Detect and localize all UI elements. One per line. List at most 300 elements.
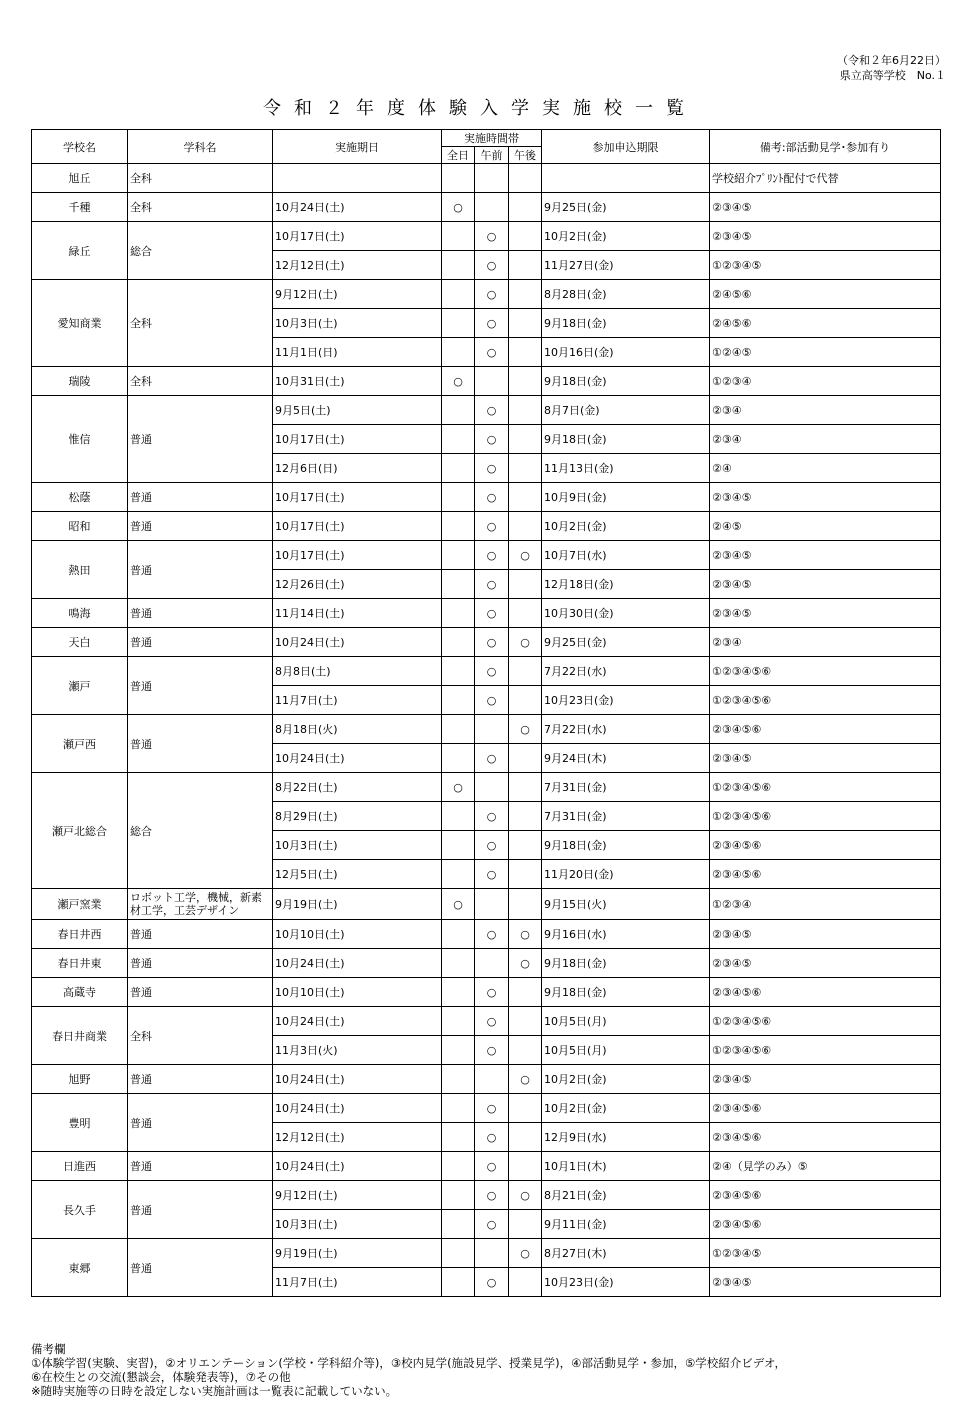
table-body [32, 164, 941, 1297]
am-mark [475, 715, 509, 744]
date: 9月12日(土) [273, 280, 442, 309]
department-name: 普通 [128, 541, 273, 599]
school-name: 瀬戸窯業 [32, 889, 128, 920]
am-mark [475, 949, 509, 978]
am-mark: ○ [475, 802, 509, 831]
deadline: 11月27日(金) [542, 251, 710, 280]
school-name: 瑞陵 [32, 367, 128, 396]
pm-mark [509, 802, 542, 831]
am-mark: ○ [475, 425, 509, 454]
table-row [32, 628, 941, 657]
allday-mark [442, 831, 475, 860]
remarks: ①②③④⑤⑥ [710, 657, 941, 686]
date: 10月3日(土) [273, 309, 442, 338]
allday-mark [442, 599, 475, 628]
date: 10月17日(土) [273, 483, 442, 512]
pm-mark [509, 1152, 542, 1181]
am-mark: ○ [475, 920, 509, 949]
allday-mark [442, 860, 475, 889]
department-name: 普通 [128, 628, 273, 657]
remarks: ②③④⑤ [710, 949, 941, 978]
school-name: 長久手 [32, 1181, 128, 1239]
deadline: 9月11日(金) [542, 1210, 710, 1239]
am-mark: ○ [475, 222, 509, 251]
allday-mark [442, 978, 475, 1007]
pm-mark: ○ [509, 1239, 542, 1268]
remarks: ②④⑤⑥ [710, 309, 941, 338]
deadline: 8月7日(金) [542, 396, 710, 425]
allday-mark [442, 251, 475, 280]
department-name: 全科 [128, 1007, 273, 1065]
am-mark: ○ [475, 483, 509, 512]
date: 11月7日(土) [273, 1268, 442, 1297]
allday-mark [442, 802, 475, 831]
am-mark [475, 367, 509, 396]
department-name: 普通 [128, 1239, 273, 1297]
remarks: ①②③④⑤ [710, 251, 941, 280]
department-name: 普通 [128, 599, 273, 628]
pm-mark [509, 744, 542, 773]
deadline: 9月18日(金) [542, 949, 710, 978]
date: 10月24日(土) [273, 949, 442, 978]
school-name: 日進西 [32, 1152, 128, 1181]
remarks: ②③④⑤⑥ [710, 831, 941, 860]
remarks: ②③④⑤⑥ [710, 1210, 941, 1239]
department-name: ロボット工学，機械，新素材工学，工芸デザイン [128, 889, 273, 920]
deadline: 10月9日(金) [542, 483, 710, 512]
school-name: 東郷 [32, 1239, 128, 1297]
school-name: 瀬戸 [32, 657, 128, 715]
table-row [32, 483, 941, 512]
school-name: 瀬戸西 [32, 715, 128, 773]
department-name: 全科 [128, 193, 273, 222]
date: 9月19日(土) [273, 1239, 442, 1268]
pm-mark [509, 1036, 542, 1065]
department-name: 普通 [128, 715, 273, 773]
date: 11月1日(日) [273, 338, 442, 367]
table-row [32, 193, 941, 222]
table-row [32, 599, 941, 628]
pm-mark [509, 570, 542, 599]
table-row [32, 541, 941, 570]
deadline: 10月2日(金) [542, 222, 710, 251]
date: 9月5日(土) [273, 396, 442, 425]
allday-mark [442, 222, 475, 251]
am-mark: ○ [475, 1152, 509, 1181]
pm-mark [509, 599, 542, 628]
date: 8月22日(土) [273, 773, 442, 802]
pm-mark: ○ [509, 715, 542, 744]
remarks: ①②③④⑤⑥ [710, 686, 941, 715]
pm-mark [509, 425, 542, 454]
allday-mark: ○ [442, 367, 475, 396]
school-name: 愛知商業 [32, 280, 128, 367]
table-row [32, 1007, 941, 1036]
remarks: ②③④⑤ [710, 744, 941, 773]
department-name: 総合 [128, 222, 273, 280]
pm-mark [509, 1123, 542, 1152]
header-school: 学校名 [32, 130, 128, 164]
table-row [32, 657, 941, 686]
am-mark: ○ [475, 280, 509, 309]
remarks: ①②④⑤ [710, 338, 941, 367]
pm-mark [509, 978, 542, 1007]
date: 10月24日(土) [273, 1152, 442, 1181]
school-name: 惟信 [32, 396, 128, 483]
deadline: 9月15日(火) [542, 889, 710, 920]
table-row [32, 1181, 941, 1210]
school-name: 高蔵寺 [32, 978, 128, 1007]
deadline: 10月30日(金) [542, 599, 710, 628]
allday-mark [442, 309, 475, 338]
allday-mark [442, 1152, 475, 1181]
table-row [32, 164, 941, 193]
deadline: 9月25日(金) [542, 628, 710, 657]
table-row [32, 280, 941, 309]
deadline: 10月2日(金) [542, 1065, 710, 1094]
date: 10月24日(土) [273, 1065, 442, 1094]
date: 8月8日(土) [273, 657, 442, 686]
deadline: 10月2日(金) [542, 512, 710, 541]
table-row [32, 715, 941, 744]
am-mark: ○ [475, 1181, 509, 1210]
pm-mark [509, 1007, 542, 1036]
table-row [32, 773, 941, 802]
date: 10月17日(土) [273, 541, 442, 570]
table-row [32, 222, 941, 251]
date: 11月7日(土) [273, 686, 442, 715]
remarks: ②③④⑤⑥ [710, 1094, 941, 1123]
remarks: ②③④⑤ [710, 483, 941, 512]
school-name: 豊明 [32, 1094, 128, 1152]
deadline: 11月20日(金) [542, 860, 710, 889]
allday-mark [442, 1181, 475, 1210]
pm-mark [509, 831, 542, 860]
allday-mark [442, 1268, 475, 1297]
remarks: ②④⑤ [710, 512, 941, 541]
date: 12月12日(土) [273, 251, 442, 280]
table-row [32, 1094, 941, 1123]
am-mark: ○ [475, 512, 509, 541]
date: 8月29日(土) [273, 802, 442, 831]
school-name: 熱田 [32, 541, 128, 599]
header-date: 実施期日 [273, 130, 442, 164]
department-name: 普通 [128, 978, 273, 1007]
department-name: 普通 [128, 657, 273, 715]
document-date: （令和２年6月22日） [837, 54, 946, 67]
date: 10月3日(土) [273, 831, 442, 860]
allday-mark [442, 744, 475, 773]
school-name: 鳴海 [32, 599, 128, 628]
pm-mark [509, 889, 542, 920]
deadline: 10月2日(金) [542, 1094, 710, 1123]
deadline: 9月18日(金) [542, 978, 710, 1007]
table-row [32, 889, 941, 920]
pm-mark [509, 280, 542, 309]
department-name: 普通 [128, 949, 273, 978]
am-mark: ○ [475, 570, 509, 599]
allday-mark [442, 1239, 475, 1268]
am-mark [475, 773, 509, 802]
allday-mark [442, 396, 475, 425]
school-name: 緑丘 [32, 222, 128, 280]
deadline: 8月21日(金) [542, 1181, 710, 1210]
pm-mark: ○ [509, 1181, 542, 1210]
date: 10月31日(土) [273, 367, 442, 396]
table-row [32, 1152, 941, 1181]
remarks: ②③④ [710, 425, 941, 454]
department-name: 普通 [128, 512, 273, 541]
remarks: ①②③④⑤⑥ [710, 1036, 941, 1065]
notes-line: ※随時実施等の日時を設定しない実施計画は一覧表に記載していない。 [31, 1384, 398, 1398]
pm-mark [509, 657, 542, 686]
remarks: ②③④⑤⑥ [710, 1123, 941, 1152]
header-pm: 午後 [509, 147, 542, 164]
am-mark [475, 164, 509, 193]
header-time-slot: 実施時間帯 [442, 130, 542, 147]
remarks: ②③④⑤ [710, 1065, 941, 1094]
deadline: 10月23日(金) [542, 1268, 710, 1297]
allday-mark [442, 715, 475, 744]
date: 11月14日(土) [273, 599, 442, 628]
department-name: 全科 [128, 280, 273, 367]
pm-mark: ○ [509, 541, 542, 570]
notes-heading: 備考欄 [31, 1342, 66, 1356]
pm-mark [509, 483, 542, 512]
am-mark: ○ [475, 1123, 509, 1152]
header-deadline: 参加申込期限 [542, 130, 710, 164]
allday-mark [442, 512, 475, 541]
deadline: 8月27日(木) [542, 1239, 710, 1268]
am-mark: ○ [475, 541, 509, 570]
allday-mark [442, 541, 475, 570]
date: 11月3日(火) [273, 1036, 442, 1065]
pm-mark: ○ [509, 628, 542, 657]
schedule-table [31, 129, 941, 1297]
deadline: 7月22日(水) [542, 657, 710, 686]
am-mark: ○ [475, 396, 509, 425]
school-name: 昭和 [32, 512, 128, 541]
date: 10月24日(土) [273, 1094, 442, 1123]
remarks: ②③④⑤⑥ [710, 715, 941, 744]
remarks: ①②③④⑤⑥ [710, 1007, 941, 1036]
allday-mark [442, 454, 475, 483]
am-mark: ○ [475, 1007, 509, 1036]
remarks: ②③④⑤ [710, 599, 941, 628]
notes-line: ①体験学習(実験、実習)，②オリエンテーション(学校・学科紹介等)，③校内見学(施設見学、授業見学)，④部活動見学・参加，⑤学校紹介ビデオ， [31, 1356, 787, 1370]
am-mark: ○ [475, 978, 509, 1007]
am-mark: ○ [475, 1268, 509, 1297]
allday-mark [442, 280, 475, 309]
date: 12月12日(土) [273, 1123, 442, 1152]
allday-mark [442, 1036, 475, 1065]
department-name: 普通 [128, 920, 273, 949]
remarks: ②④（見学のみ）⑤ [710, 1152, 941, 1181]
date: 9月12日(土) [273, 1181, 442, 1210]
am-mark [475, 193, 509, 222]
date: 10月17日(土) [273, 425, 442, 454]
date: 10月24日(土) [273, 628, 442, 657]
allday-mark [442, 1007, 475, 1036]
remarks: ①②③④⑤ [710, 1239, 941, 1268]
deadline: 9月18日(金) [542, 367, 710, 396]
remarks: ②③④⑤ [710, 541, 941, 570]
allday-mark [442, 920, 475, 949]
deadline: 9月18日(金) [542, 831, 710, 860]
pm-mark: ○ [509, 949, 542, 978]
pm-mark [509, 193, 542, 222]
deadline: 12月9日(水) [542, 1123, 710, 1152]
am-mark: ○ [475, 309, 509, 338]
remarks: ①②③④⑤⑥ [710, 773, 941, 802]
deadline: 7月22日(水) [542, 715, 710, 744]
department-name: 普通 [128, 1181, 273, 1239]
allday-mark [442, 949, 475, 978]
deadline: 10月5日(月) [542, 1007, 710, 1036]
deadline: 8月28日(金) [542, 280, 710, 309]
pm-mark [509, 860, 542, 889]
table-row [32, 1239, 941, 1268]
pm-mark [509, 338, 542, 367]
deadline: 10月23日(金) [542, 686, 710, 715]
school-name: 旭丘 [32, 164, 128, 193]
pm-mark [509, 396, 542, 425]
deadline [542, 164, 710, 193]
allday-mark: ○ [442, 193, 475, 222]
deadline: 9月25日(金) [542, 193, 710, 222]
page-title: 令和２年度体験入学実施校一覧 [263, 98, 697, 119]
allday-mark [442, 164, 475, 193]
school-name: 春日井商業 [32, 1007, 128, 1065]
am-mark: ○ [475, 860, 509, 889]
pm-mark [509, 251, 542, 280]
header-department: 学科名 [128, 130, 273, 164]
document-number: 県立高等学校 No.１ [839, 69, 946, 82]
pm-mark: ○ [509, 920, 542, 949]
remarks: 学校紹介ﾌﾟﾘﾝﾄ配付で代替 [710, 164, 941, 193]
school-name: 旭野 [32, 1065, 128, 1094]
date: 10月10日(土) [273, 978, 442, 1007]
table-row [32, 367, 941, 396]
remarks: ②③④ [710, 628, 941, 657]
remarks: ②④ [710, 454, 941, 483]
notes-line: ⑥在校生との交流(懇談会，体験発表等)，⑦その他 [31, 1370, 291, 1384]
date: 10月10日(土) [273, 920, 442, 949]
remarks: ②③④⑤⑥ [710, 1181, 941, 1210]
school-name: 春日井西 [32, 920, 128, 949]
deadline: 7月31日(金) [542, 802, 710, 831]
pm-mark [509, 309, 542, 338]
header-allday: 全日 [442, 147, 475, 164]
remarks: ②③④⑤ [710, 222, 941, 251]
allday-mark [442, 1210, 475, 1239]
department-name: 普通 [128, 483, 273, 512]
department-name: 全科 [128, 367, 273, 396]
pm-mark [509, 1210, 542, 1239]
allday-mark [442, 483, 475, 512]
pm-mark [509, 1094, 542, 1123]
school-name: 千種 [32, 193, 128, 222]
remarks: ②③④⑤⑥ [710, 978, 941, 1007]
deadline: 7月31日(金) [542, 773, 710, 802]
pm-mark [509, 512, 542, 541]
allday-mark [442, 1094, 475, 1123]
pm-mark [509, 164, 542, 193]
date: 10月24日(土) [273, 744, 442, 773]
remarks: ②③④⑤ [710, 570, 941, 599]
allday-mark [442, 338, 475, 367]
am-mark: ○ [475, 657, 509, 686]
pm-mark [509, 1268, 542, 1297]
deadline: 9月24日(木) [542, 744, 710, 773]
pm-mark: ○ [509, 1065, 542, 1094]
deadline: 9月18日(金) [542, 309, 710, 338]
pm-mark [509, 773, 542, 802]
am-mark [475, 889, 509, 920]
remarks: ①②③④ [710, 367, 941, 396]
date: 10月24日(土) [273, 193, 442, 222]
department-name: 普通 [128, 396, 273, 483]
deadline: 10月16日(金) [542, 338, 710, 367]
am-mark: ○ [475, 1094, 509, 1123]
header-am: 午前 [475, 147, 509, 164]
am-mark: ○ [475, 1036, 509, 1065]
allday-mark [442, 1065, 475, 1094]
am-mark [475, 1065, 509, 1094]
remarks: ②③④⑤ [710, 920, 941, 949]
remarks: ②③④⑤ [710, 193, 941, 222]
am-mark [475, 1239, 509, 1268]
deadline: 10月5日(月) [542, 1036, 710, 1065]
am-mark: ○ [475, 744, 509, 773]
date: 12月5日(土) [273, 860, 442, 889]
allday-mark [442, 628, 475, 657]
am-mark: ○ [475, 831, 509, 860]
school-name: 春日井東 [32, 949, 128, 978]
remarks: ②③④⑤⑥ [710, 860, 941, 889]
remarks: ②③④ [710, 396, 941, 425]
am-mark: ○ [475, 628, 509, 657]
am-mark: ○ [475, 454, 509, 483]
am-mark: ○ [475, 686, 509, 715]
table-row [32, 949, 941, 978]
date [273, 164, 442, 193]
department-name: 総合 [128, 773, 273, 889]
remarks: ①②③④ [710, 889, 941, 920]
date: 10月17日(土) [273, 222, 442, 251]
allday-mark [442, 686, 475, 715]
remarks: ②③④⑤ [710, 1268, 941, 1297]
am-mark: ○ [475, 338, 509, 367]
department-name: 普通 [128, 1065, 273, 1094]
allday-mark [442, 570, 475, 599]
table-row [32, 396, 941, 425]
department-name: 普通 [128, 1094, 273, 1152]
deadline: 11月13日(金) [542, 454, 710, 483]
allday-mark: ○ [442, 889, 475, 920]
department-name: 全科 [128, 164, 273, 193]
deadline: 12月18日(金) [542, 570, 710, 599]
date: 10月24日(土) [273, 1007, 442, 1036]
header-remarks: 備考:部活動見学･参加有り [710, 130, 941, 164]
am-mark: ○ [475, 599, 509, 628]
date: 10月17日(土) [273, 512, 442, 541]
allday-mark [442, 657, 475, 686]
school-name: 松蔭 [32, 483, 128, 512]
date: 8月18日(火) [273, 715, 442, 744]
date: 10月3日(土) [273, 1210, 442, 1239]
allday-mark [442, 1123, 475, 1152]
